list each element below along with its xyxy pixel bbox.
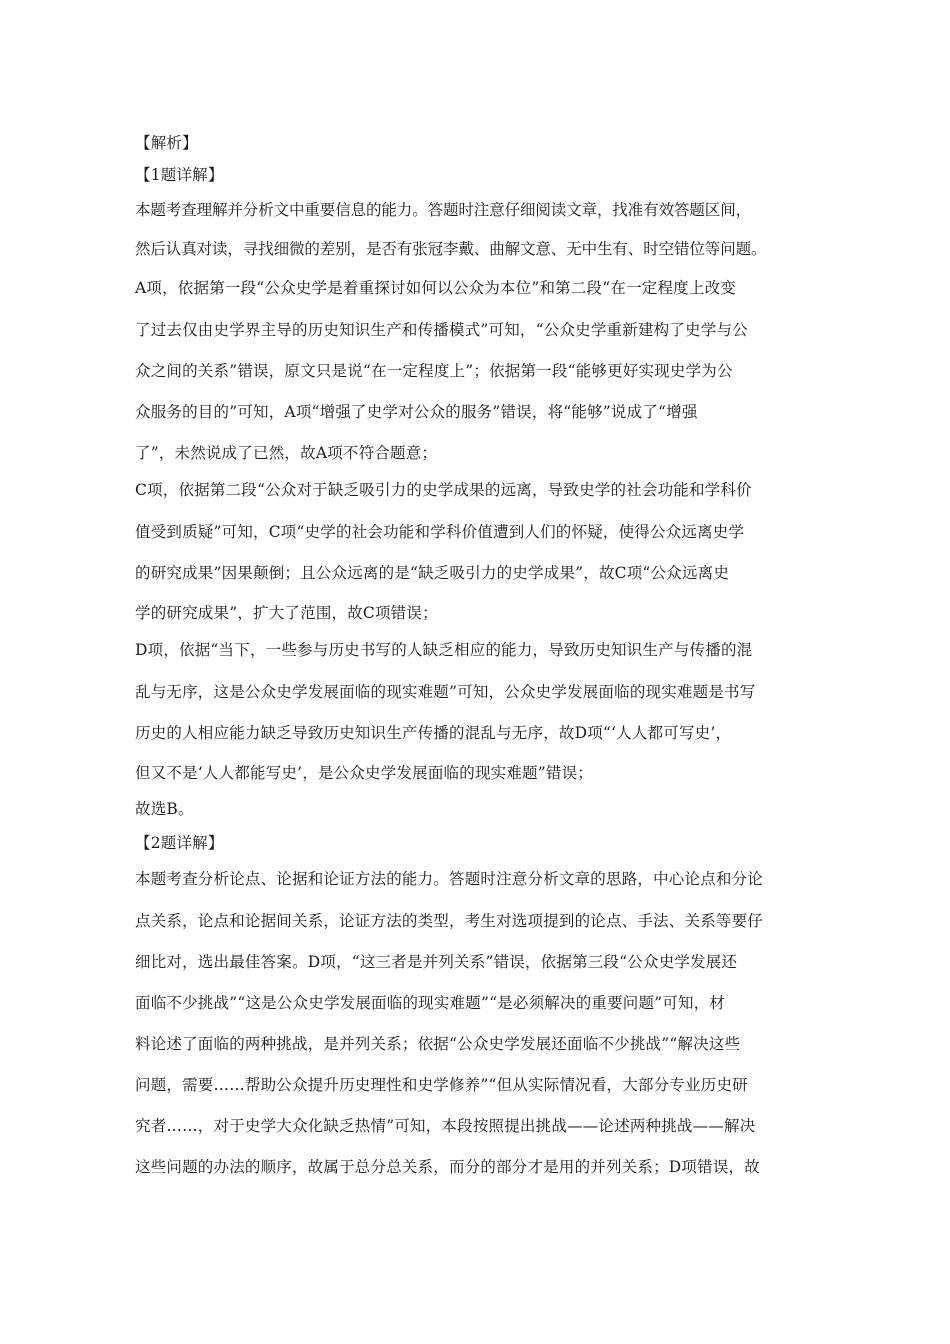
paragraph-line: 面临不少挑战”“这是公众史学发展面临的现实难题”“是必须解决的重要问题”可知，材: [135, 994, 726, 1012]
paragraph-line: 乱与无序，这是公众史学发展面临的现实难题”可知，公众史学发展面临的现实难题是书写: [135, 683, 756, 701]
paragraph-line: 本题考查理解并分析文中重要信息的能力。答题时注意仔细阅读文章，找准有效答题区间，: [135, 201, 752, 219]
paragraph-line: 历史的人相应能力缺乏导致历史知识生产传播的混乱与无序，故D项“‘人人都可写史’，: [135, 724, 732, 742]
paragraph-line: 料论述了面临的两种挑战，是并列关系；依据“公众史学发展还面临不少挑战”“解决这些: [135, 1035, 741, 1053]
question-2-heading: 【2题详解】: [135, 834, 224, 852]
paragraph-line: 了过去仅由史学界主导的历史知识生产和传播模式”可知，“公众史学重新建构了史学与公: [135, 321, 748, 339]
paragraph-line: D项，依据“当下，一些参与历史书写的人缺乏相应的能力，导致历史知识生产与传播的混: [135, 641, 753, 659]
paragraph-line: 学的研究成果”，扩大了范围，故C项错误；: [135, 604, 438, 622]
paragraph-line: 众之间的关系”错误，原文只是说“在一定程度上”；依据第一段“能够更好实现史学为公: [135, 362, 733, 380]
paragraph-line: 的研究成果”因果颠倒；且公众远离的是“缺乏吸引力的史学成果”，故C项“公众远离史: [135, 564, 730, 582]
section-heading-analysis: 【解析】: [135, 134, 198, 152]
paragraph-line: 问题，需要……帮助公众提升历史理性和史学修养”“但从实际情况看，大部分专业历史研: [135, 1076, 748, 1094]
question-1-heading: 【1题详解】: [135, 166, 224, 184]
paragraph-line: 但又不是‘人人都能写史’，是公众史学发展面临的现实难题”错误；: [135, 764, 593, 782]
paragraph-line: 然后认真对读，寻找细微的差别，是否有张冠李戴、曲解文意、无中生有、时空错位等问题。: [135, 240, 767, 258]
paragraph-line: 值受到质疑”可知，C项“史学的社会功能和学科价值遭到人们的怀疑，使得公众远离史学: [135, 523, 745, 541]
paragraph-line: 点关系，论点和论据间关系，论证方法的类型，考生对选项提到的论点、手法、关系等要仔: [135, 912, 764, 930]
paragraph-line: 细比对，选出最佳答案。D项，“这三者是并列关系”错误，依据第三段“公众史学发展还: [135, 953, 738, 971]
paragraph-line: 这些问题的办法的顺序，故属于总分总关系，而分的部分才是用的并列关系；D项错误，故: [135, 1158, 760, 1176]
paragraph-line: 故选B。: [135, 800, 194, 818]
paragraph-line: 究者……，对于史学大众化缺乏热情”可知，本段按照提出挑战——论述两种挑战——解决: [135, 1117, 756, 1135]
paragraph-line: 了”，未然说成了已然，故A项不符合题意；: [135, 444, 438, 462]
paragraph-line: C项，依据第二段“公众对于缺乏吸引力的史学成果的远离，导致史学的社会功能和学科价: [135, 481, 752, 499]
paragraph-line: 众服务的目的”可知，A项“增强了史学对公众的服务”错误，将“能够”说成了“增强: [135, 403, 698, 421]
paragraph-line: 本题考查分析论点、论据和论证方法的能力。答题时注意分析文章的思路，中心论点和分论: [135, 870, 764, 888]
paragraph-line: A项，依据第一段“公众史学是着重探讨如何以公众为本位”和第二段“在一定程度上改变: [135, 279, 736, 297]
